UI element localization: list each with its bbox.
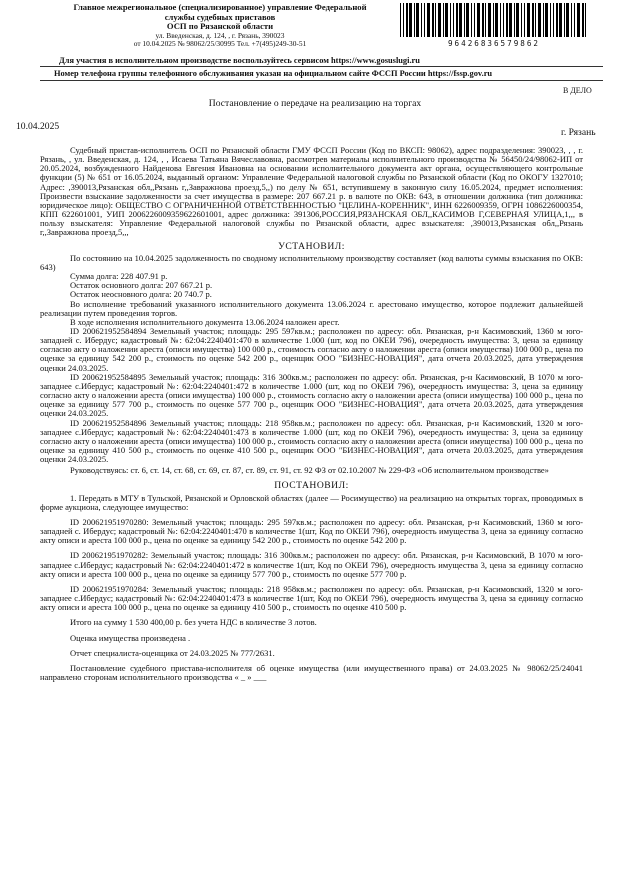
barcode-bar [445,3,448,37]
barcode-bar [464,3,465,37]
barcode-bar [509,3,512,37]
arrested-item-3: ID 200621952584896 Земельный участок; площадь: 218 958кв.м.; расположен по адресу: обл. Рязанская, р-н Касимовский, 1320 м юго-западнее с.Ибердус; кадастровый №: 62:04:2240401:473 в количестве 1.000 (шт, код по ОКЕИ 796), очередность имущества: 3, цена за единицу согласно акту о наложении ареста (описи имущества) 100 000 р., стоимость согласно акту о наложении ареста (описи имущества) 100 000 р., цена по оценке за единицу 410 500 р., стоимость по оценке 410 500 р., оценщик ООО "БИЗНЕС-НОВАЦИЯ", дата отчета 20.03.2025, дата утверждения оценки 24.03.2025. [40,417,583,465]
barcode-bar [585,3,586,37]
barcode-bar [550,3,551,37]
final-paragraph: Постановление судебного пристава-исполнителя об оценке имущества (или имущественного права) от 24.03.2025 № 98062/25/24041 направлено сторонам исполнительного производства « _ » ___ [40,662,583,682]
barcode-bar [556,3,558,37]
barcode-bar [474,3,475,37]
barcode-bar [477,3,480,37]
ref-line: от 10.04.2025 № 98062/25/30995 Тел. +7(495)249-30-51 [133,39,307,49]
barcode-bar [516,3,519,37]
transfer-paragraph: 1. Передать в МТУ в Тульской, Рязанской и Орловской областях (далее — Росимущество) на реализацию на открытых торгах, проводимых в форме аукциона, следующее имущество: [40,492,583,512]
barcode-bar [485,3,486,37]
barcode-bar [571,3,572,37]
arrested-item-1: ID 200621952584894 Земельный участок; площадь: 295 597кв.м.; расположен по адресу: обл. Рязанская, р-н Касимовский, 1360 м юго-западней с. Ибердус; кадастровый №: 62:04:2240401:470 в количестве 1.000 (шт, код по ОКЕИ 796), очередность имущества: 3, цена за единицу согласно акту о наложении ареста (описи имущества) 100 000 р., стоимость согласно акту о наложении ареста (описи имущества) 100 000 р., цена по оценке за единицу 542 200 р., стоимость по оценке 542 200 р., оценщик ООО "БИЗНЕС-НОВАЦИЯ", дата отчета 20.03.2025, дата утверждения оценки 24.03.2025. [40,325,583,373]
barcode-bar [532,3,534,37]
divider [40,80,603,81]
barcode-bar [416,3,419,37]
arrest-date-paragraph: В ходе исполнения исполнительного документа 13.06.2024 наложен арест. [70,316,340,327]
barcode-bar [456,3,458,37]
appraiser-report-line: Отчет специалиста-оценщика от 24.03.2025 № 777/2631. [70,647,275,658]
document-date: 10.04.2025 [16,121,60,132]
barcode-bar [521,3,522,37]
barcode-bar [559,3,562,37]
v-delo-stamp: В ДЕЛО [563,86,592,95]
barcode-bar [432,3,434,37]
barcode-bar [545,3,548,37]
ustanovil-heading: УСТАНОВИЛ: [278,240,345,252]
debt-status-paragraph: По состоянию на 10.04.2025 задолженность по сводному исполнительному производству составляет (код валюты суммы взыскания по ОКВ: 643) [40,252,583,272]
org-line-1: Главное межрегиональное (специализированное) управление Федеральной [73,2,367,12]
barcode-bar [459,3,462,37]
lot-item-3: ID 200621951970284: Земельный участок; площадь: 218 958кв.м.; расположен по адресу: обл. Рязанская, р-н Касимовский, 1320 м юго-западнее с.Ибердус; кадастровый №: 62:04:2240401:473 в количестве 1(шт, Код по ОКЕИ 796), очередность имущества 3, цена за единицу согласно акту описи и ареста 100 000 р., цена по оценке за единицу 410 500 р., стоимость по оценке 410 500 р. [40,583,583,613]
barcode-bar [409,3,412,37]
barcode-bar [503,3,504,37]
barcode-bar [471,3,472,37]
divider [40,66,603,67]
postanovil-heading: ПОСТАНОВИЛ: [274,480,349,492]
document-title: Постановление о передаче на реализацию на торгах [208,98,422,109]
barcode-bar [427,3,430,37]
barcode-bar [406,3,408,37]
barcode-bar [438,3,441,37]
barcode-bar [443,3,444,37]
debt-total: Сумма долга: 228 407.91 р. [70,271,168,282]
lot-item-2: ID 200621951970282: Земельный участок; площадь: 316 300кв.м.; расположен по адресу: обл. Рязанская, р-н Касимовский, В 1070 м юго-западнее с.Ибердус; кадастровый №: 62:04:2240401:472 в количестве 1(шт, Код по ОКЕИ 796), очередность имущества 3, цена за единицу согласно акту описи и ареста 100 000 р., цена по оценке за единицу 577 700 р., стоимость по оценке 577 700 р. [40,550,583,579]
barcode-bar [553,3,554,37]
debt-main: Остаток основного долга: 207 667.21 р. [70,280,213,291]
barcode-bar [495,3,498,37]
total-line: Итого на сумму 1 530 400,00 р. без учета НДС в количестве 3 лотов. [70,617,317,628]
barcode-bar [466,3,469,37]
issuer-header [40,3,400,49]
barcode-bar [577,3,580,37]
appraisal-line: Оценка имущества произведена . [70,632,191,643]
barcode-bar [450,3,451,37]
phone-notice: Номер телефона группы телефонного обслуживания указан на официальном сайте ФССП России https://fssp.gov.ru [54,69,493,78]
barcode-bar [582,3,584,37]
barcode-bar [514,3,515,37]
barcode-bar [493,3,494,37]
arrest-paragraph: Во исполнение требований указанного исполнительного документа 13.06.2024 г. арестовано имущество, которое подлежит дальнейшей реализации путем проведения торгов. [40,298,583,318]
document-city: г. Рязань [561,127,596,138]
barcode-bar [543,3,544,37]
gosuslugi-notice: Для участия в исполнительном производстве воспользуйтесь сервисом https://www.gosuslugi.ru [59,56,420,65]
arrested-item-2: ID 200621952584895 Земельный участок; площадь: 316 300кв.м.; расположен по адресу: обл. Рязанская, р-н Касимовский, В 1070 м юго-западнее с.Ибердус; кадастровый №: 62:04:2240401:472 в количестве 1.000 (шт, код по ОКЕИ 796), очередность имущества: 3, цена за единицу согласно акту о наложении ареста (описи имущества) 100 000 р., стоимость согласно акту о наложении ареста (описи имущества) 100 000 р., цена по оценке за единицу 577 700 р., стоимость по оценке 577 700 р., оценщик ООО "БИЗНЕС-НОВАЦИЯ", дата отчета 20.03.2025, дата утверждения оценки 24.03.2025. [40,371,583,419]
barcode-bar [566,3,569,37]
barcode-bar [421,3,422,37]
barcode-bar [403,3,404,37]
barcode-bar [488,3,491,37]
org-address: ул. Введенская, д. 124, , г. Рязань, 390023 [155,30,285,40]
lot-item-1: ID 200621951970280: Земельный участок; площадь: 295 597кв.м.; расположен по адресу: обл. Рязанская, р-н Касимовский, 1360 м юго-западней с. Ибердус; кадастровый №: 62:04:2240401:470 в количестве 1(шт, Код по ОКЕИ 796), очередность имущества 3, цена за единицу согласно акту описи и ареста 100 000 р., цена по оценке за единицу 542 200 р., стоимость по оценке 542 200 р. [40,516,583,546]
barcode-bar [400,3,401,37]
barcode-bar [574,3,575,37]
debt-nonmain: Остаток неосновного долга: 20 740.7 р. [70,289,212,300]
barcode-bar [424,3,425,37]
barcode-bar [435,3,436,37]
barcode-bar [524,3,525,37]
barcode-bar [482,3,484,37]
barcode-image [398,3,590,37]
org-line-3: ОСП по Рязанской области [166,21,274,32]
barcode-bar [535,3,536,37]
barcode-number: 96426836579862 [447,39,540,48]
barcode-bar [500,3,501,37]
intro-paragraph: Судебный пристав-исполнитель ОСП по Рязанской области ГМУ ФССП России (Код по ВКСП: 98062), адрес подразделения: 390023, , , г. Рязань, , ул. Введенская, д. 124, , , Исаева Татьяна Вячеславовна, рассмотрев материалы исполнительного производства № 56450/24/98062-ИП от 20.05.2024, возбужденного Найденова Евгения Ивановна на основании исполнительного документа акт органа, осуществляющего контрольные функции (5) № 651 от 16.05.2024, выданный органом: Управление Федеральной налоговой службы по Рязанской области (Код по ОКОГУ 1327010; Адрес: ,390013,Рязанская обл,,Рязань г,,Завражнова проезд,5,,) по делу № 651, вступившему в законную силу 16.05.2024, предмет исполнения: Произвести взыскание задолженности за счет имущества в размере: 207 667.21 р. в валюте по ОКВ: 643, в отношении должника (тип должника: юридическое лицо): ОБЩЕСТВО С ОГРАНИЧЕННОЙ ОТВЕТСТВЕННОСТЬЮ "ЦЕЛИНА-КОРЕННИК", ИНН 6226009359, ОГРН 1086226000354, КПП 622601001, УИП 2006226009359622601001, адрес должника: 391306,РОССИЯ,РЯЗАНСКАЯ ОБЛ,,КАСИМОВ Г,СЕВЕРНАЯ УЛИЦА,1,,, в пользу взыскателя: Управление Федеральной налоговой службы по Рязанской области, адрес взыскателя: ,390013,Рязанская обл,,Рязань г,,Завражнова проезд,5,,, [40,145,583,238]
barcode-bar [538,3,541,37]
org-line-2: службы судебных приставов [164,11,276,22]
barcode-bar [453,3,454,37]
barcode-bar [414,3,415,37]
legal-basis: Руководствуясь: ст. 6, ст. 14, ст. 68, ст. 69, ст. 87, ст. 89, ст. 91, ст. 92 ФЗ от 02.10.2007 № 229-ФЗ «Об исполнительном производстве» [70,465,549,476]
document-body [40,146,583,682]
barcode-bar [506,3,508,37]
barcode-bar [564,3,565,37]
barcode-bar [527,3,530,37]
